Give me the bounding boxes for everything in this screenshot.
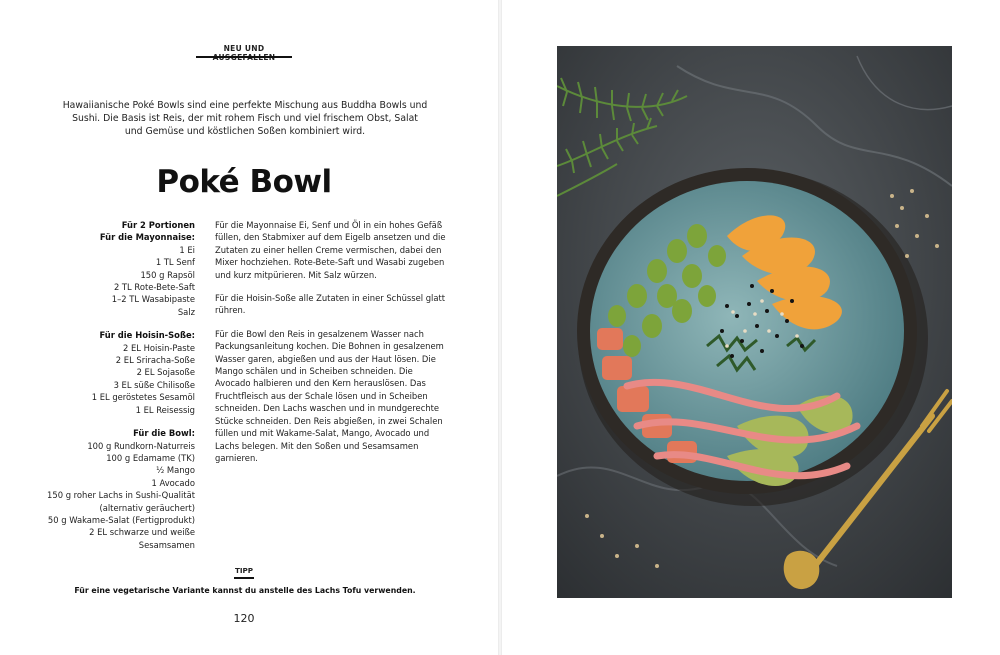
ingredient-group-heading: Für die Bowl: (133, 428, 195, 439)
ingredient-item: 1 TL Senf (155, 257, 195, 268)
ingredient-item: 2 EL Sriracha-Soße (115, 355, 195, 366)
section-label: NEU UND (223, 44, 265, 53)
ingredient-item: 2 EL Sojasoße (136, 367, 195, 378)
ingredient-item: 1 EL geröstetes Sesamöl (91, 392, 195, 403)
tip-text: Für eine vegetarische Variante kannst du anstelle des Lachs Tofu verwenden. (74, 586, 416, 595)
poke-bowl-photo (557, 46, 952, 598)
poke-bowl-illustration (557, 46, 952, 598)
ingredient-item: 100 g Rundkorn-Naturreis (87, 440, 195, 451)
ingredient-item: 1–2 TL Wasabipaste (111, 294, 195, 305)
servings-label: Für 2 Portionen (121, 220, 195, 230)
recipe-title: Poké Bowl (156, 164, 332, 200)
method-step-bowl: Für die Bowl den Reis in gesalzenem Wasser nach Packungsanleitung kochen. Die Bohnen in gesalzenem Wasser garen, abgießen und aus der Haut lösen. Die Mango schälen und in Scheiben schneiden. Die Avocado halbieren und den Kern herauslösen. Das Fruchtfleisch aus der Schale lösen und in Scheiben schneiden. Den Lachs waschen und in mundgerechte Stücke schneiden. Den Reis abgießen, in zwei Schalen füllen und mit Wakame-Salat, Mango, Avocado und Lachs belegen. Mit den Soßen und Sesamsamen garnieren. (215, 328, 444, 463)
ingredient-item: ½ Mango (156, 465, 195, 476)
ingredient-group-heading: Für die Hoisin-Soße: (99, 330, 195, 341)
ingredient-item: 2 TL Rote-Bete-Saft (113, 282, 195, 293)
ingredient-item: 3 EL süße Chilisoße (113, 379, 195, 390)
left-page (0, 0, 498, 655)
ingredient-item: 50 g Wakame-Salat (Fertigprodukt) (47, 514, 195, 525)
ingredient-group-hoisin (40, 329, 195, 416)
page-number: 120 (233, 612, 255, 625)
ingredient-item: 1 Avocado (151, 477, 195, 488)
ingredient-item: 2 EL schwarze und weiße (89, 527, 195, 538)
method-text (215, 219, 447, 475)
intro-paragraph: Hawaiianische Poké Bowls sind eine perfekte Mischung aus Buddha Bowls und Sushi. Die Basis ist Reis, der mit rohem Fisch und viel frischem Obst, Salat und Gemüse und köstlichen Soßen kombiniert wird. (62, 100, 428, 137)
ingredient-item: 150 g Rapsöl (140, 269, 195, 280)
ingredient-item: 150 g roher Lachs in Sushi-Qualität (47, 490, 195, 501)
ingredient-item: 1 Ei (179, 244, 195, 255)
ingredient-item: (alternativ geräuchert) (99, 502, 195, 513)
method-step-hoisin: Für die Hoisin-Soße alle Zutaten in einer Schüssel glatt rühren. (215, 293, 446, 316)
method-step-mayonnaise: Für die Mayonnaise Ei, Senf und Öl in ein hohes Gefäß füllen, den Stabmixer auf dem Eigelb ansetzen und die Zutaten zu einer hellen Creme vermischen, dabei den Mixer hochziehen. Rote-Bete-Saft und Wasabi zugeben und kurz mitpürieren. Mit Salz würzen. (215, 220, 446, 280)
ingredient-group-heading: Für die Mayonnaise: (99, 232, 195, 243)
tip-underline (234, 577, 254, 579)
ingredient-item: 1 EL Reisessig (135, 404, 195, 415)
ingredient-item: Sesamsamen (138, 539, 195, 550)
ingredient-item: Salz (177, 306, 195, 317)
ingredient-item: 100 g Edamame (TK) (106, 452, 195, 463)
ingredient-group-mayonnaise (40, 219, 195, 318)
ingredient-list (40, 219, 195, 562)
section-underline (196, 56, 292, 58)
ingredient-group-bowl (40, 427, 195, 551)
ingredient-item: 2 EL Hoisin-Paste (123, 342, 195, 353)
tip-label: TIPP (234, 566, 254, 575)
